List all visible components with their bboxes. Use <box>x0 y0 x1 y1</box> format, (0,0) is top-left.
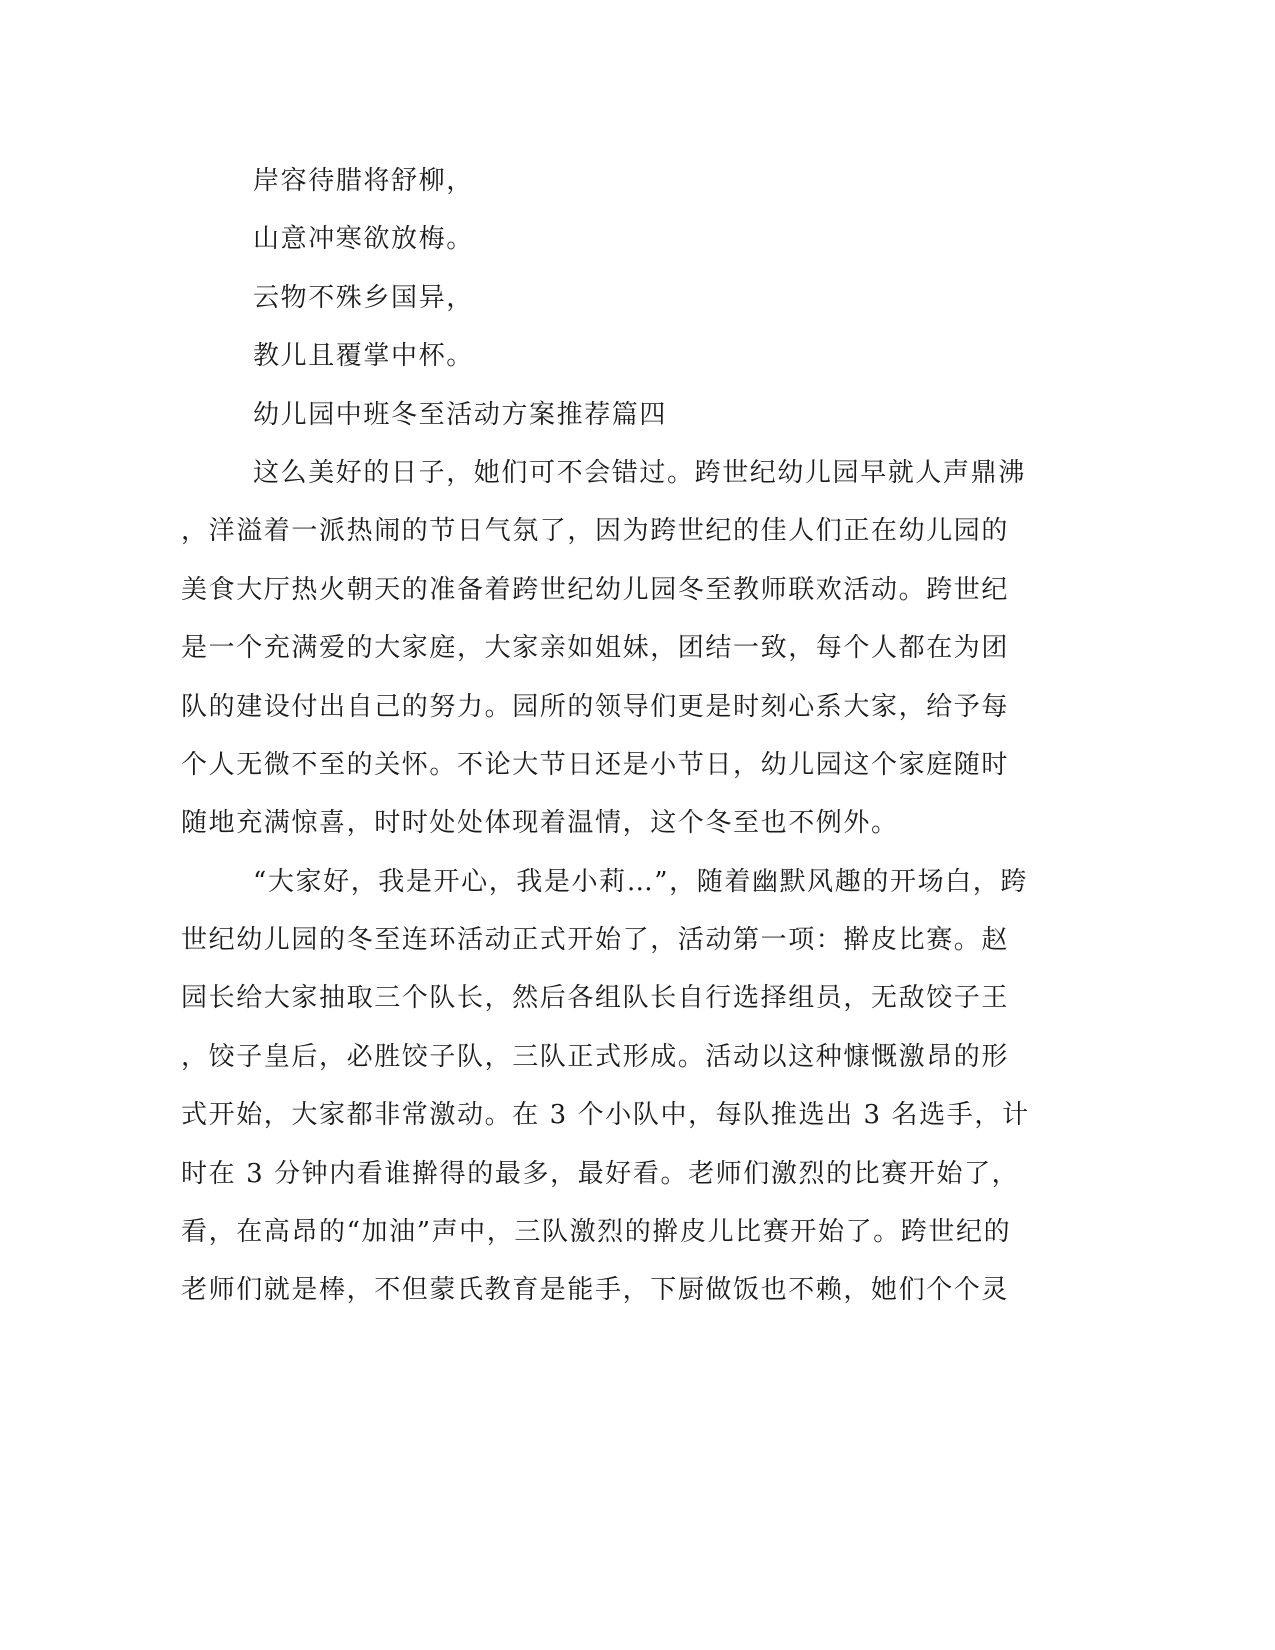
paragraph-line: 美食大厅热火朝天的准备着跨世纪幼儿园冬至教师联欢活动。跨世纪 <box>181 574 1010 605</box>
paragraph-line: ，饺子皇后，必胜饺子队，三队正式形成。活动以这种慷慨激昂的形 <box>181 1041 1010 1072</box>
paragraph-line: “大家好，我是开心，我是小莉…”，随着幽默风趣的开场白，跨 <box>253 866 1028 897</box>
poem-line: 教儿且覆掌中杯。 <box>253 341 474 372</box>
paragraph-line: 是一个充满爱的大家庭，大家亲如姐妹，团结一致，每个人都在为团 <box>181 633 1010 664</box>
paragraph-line: 式开始，大家都非常激动。在 3 个小队中，每队推选出 3 名选手，计 <box>181 1100 1030 1131</box>
paragraph-line: 世纪幼儿园的冬至连环活动正式开始了，活动第一项：擀皮比赛。赵 <box>181 925 1010 956</box>
paragraph-line: 老师们就是棒，不但蒙氏教育是能手，下厨做饭也不赖，她们个个灵 <box>181 1275 1010 1306</box>
document-body <box>181 152 1031 1320</box>
paragraph-line: 个人无微不至的关怀。不论大节日还是小节日，幼儿园这个家庭随时 <box>181 749 1010 780</box>
paragraph-2 <box>181 853 1031 1320</box>
section-heading: 幼儿园中班冬至活动方案推荐篇四 <box>253 399 668 430</box>
paragraph-line: 园长给大家抽取三个队长，然后各组队长自行选择组员，无敌饺子王 <box>181 983 1010 1014</box>
paragraph-line: ，洋溢着一派热闹的节日气氛了，因为跨世纪的佳人们正在幼儿园的 <box>181 516 1010 547</box>
poem-line: 云物不殊乡国异， <box>253 282 474 313</box>
poem-line: 山意冲寒欲放梅。 <box>253 224 474 255</box>
poem-block <box>181 152 1031 386</box>
paragraph-line: 这么美好的日子，她们可不会错过。跨世纪幼儿园早就人声鼎沸 <box>253 457 1026 488</box>
paragraph-line: 随地充满惊喜，时时处处体现着温情，这个冬至也不例外。 <box>181 808 899 839</box>
paragraph-line: 看，在高昂的“加油”声中，三队激烈的擀皮儿比赛开始了。跨世纪的 <box>181 1217 1012 1248</box>
paragraph-1 <box>181 444 1031 853</box>
poem-line: 岸容待腊将舒柳， <box>253 166 474 196</box>
paragraph-line: 时在 3 分钟内看谁擀得的最多，最好看。老师们激烈的比赛开始了， <box>181 1158 1020 1189</box>
paragraph-line: 队的建设付出自己的努力。园所的领导们更是时刻心系大家，给予每 <box>181 691 1010 722</box>
